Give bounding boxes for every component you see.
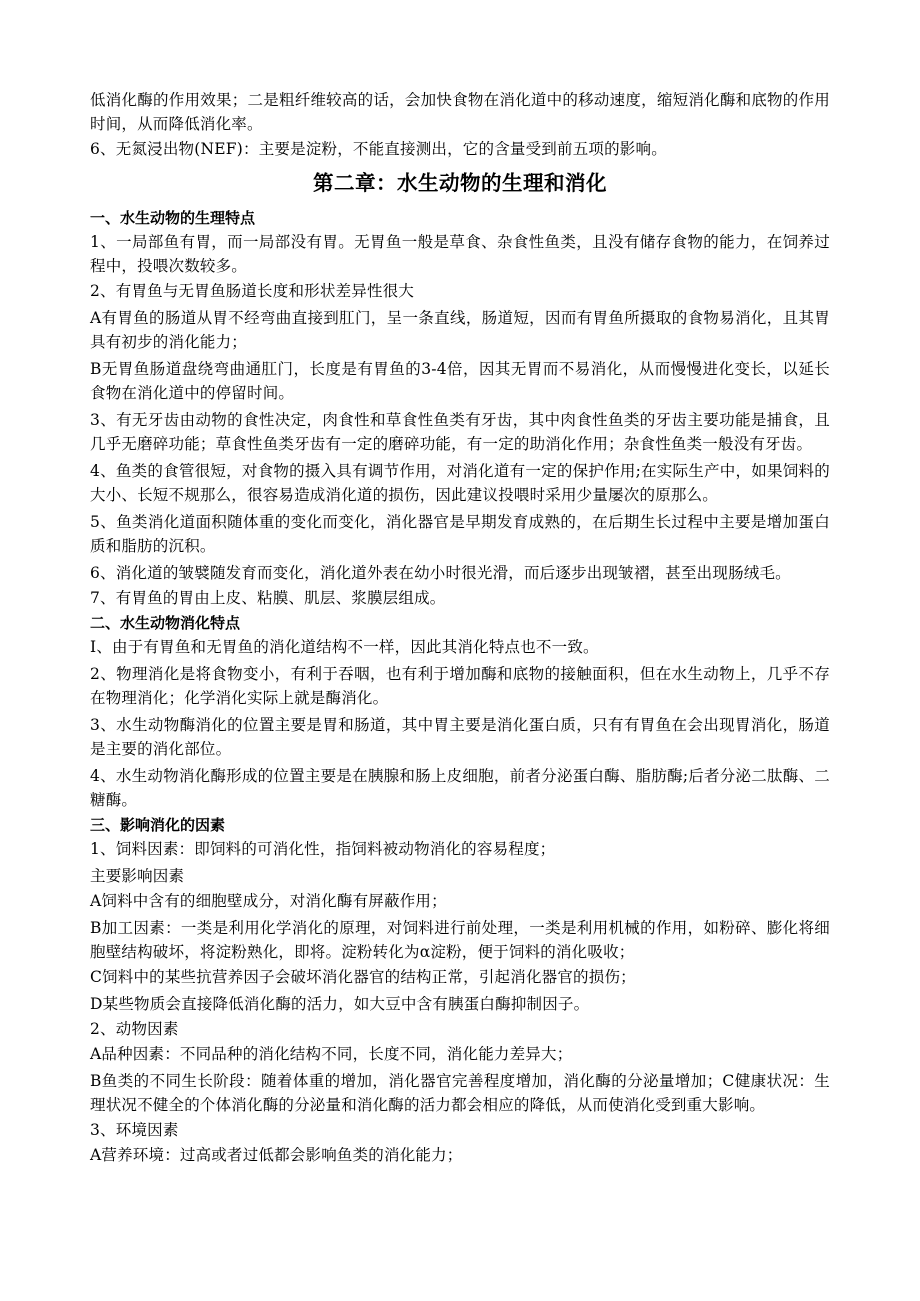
chapter-title: 第二章：水生动物的生理和消化 [313,171,607,195]
paragraph: A品种因素：不同品种的消化结构不同，长度不同，消化能力差异大； [90,1045,573,1063]
paragraph: 7、有胃鱼的胃由上皮、粘膜、肌层、浆膜层组成。 [90,589,446,607]
paragraph: A有胃鱼的肠道从胃不经弯曲直接到肛门，呈一条直线，肠道短，因而有胃鱼所摄取的食物易消化，且其胃具有初步的消化能力； [90,309,830,351]
paragraph: B加工因素：一类是利用化学消化的原理，对饲料进行前处理，一类是利用机械的作用，如粉碎、膨化将细胞壁结构破坏，将淀粉熟化，即将。淀粉转化为α淀粉，便于饲料的消化吸收； [90,919,830,961]
paragraph: D某些物质会直接降低消化酶的活力，如大豆中含有胰蛋白酶抑制因子。 [90,995,590,1013]
section-heading: 三、影响消化的因素 [90,816,226,834]
paragraph: 3、水生动物酶消化的位置主要是胃和肠道，其中胃主要是消化蛋白质，只有有胃鱼在会出现胃消化，肠道是主要的消化部位。 [90,716,830,758]
section-heading: 二、水生动物消化特点 [90,614,241,632]
paragraph: C饲料中的某些抗营养因子会破坏消化器官的结构正常，引起消化器官的损伤； [90,968,636,986]
section-digestion [90,611,830,812]
paragraph: 2、动物因素 [90,1020,179,1038]
paragraph: B鱼类的不同生长阶段：随着体重的增加，消化器官完善程度增加，消化酶的分泌量增加；C健康状况：生理状况不健全的个体消化酶的分泌量和消化酶的活力都会相应的降低，从而使消化受到重大影响。 [90,1072,830,1114]
paragraph: 2、物理消化是将食物变小，有利于吞咽，也有利于增加酶和底物的接触面积，但在水生动物上，几乎不存在物理消化；化学消化实际上就是酶消化。 [90,665,830,707]
paragraph: 1、饲料因素：即饲料的可消化性，指饲料被动物消化的容易程度； [90,840,556,858]
continuation-paragraph: 低消化酶的作用效果；二是粗纤维较高的话，会加快食物在消化道中的移动速度，缩短消化酶和底物的作用时间，从而降低消化率。 [90,91,830,133]
paragraph: A营养环境：过高或者过低都会影响鱼类的消化能力； [90,1146,463,1164]
paragraph: 5、鱼类消化道面积随体重的变化而变化，消化器官是早期发育成熟的，在后期生长过程中主要是增加蛋白质和脂肪的沉积。 [90,513,830,555]
paragraph: 2、有胃鱼与无胃鱼肠道长度和形状差异性很大 [90,282,415,300]
paragraph: 6、消化道的皱襞随发育而变化，消化道外表在幼小时很光滑，而后逐步出现皱褶，甚至出现肠绒毛。 [90,564,791,582]
section-physiology [90,206,830,610]
paragraph: 3、有无牙齿由动物的食性决定，肉食性和草食性鱼类有牙齿，其中肉食性鱼类的牙齿主要功能是捕食，且几乎无磨碎功能；草食性鱼类牙齿有一定的磨碎功能，有一定的助消化作用；杂食性鱼类一般没有牙齿。 [90,411,830,453]
paragraph: 4、鱼类的食管很短，对食物的摄入具有调节作用，对消化道有一定的保护作用;在实际生产中，如果饲料的大小、长短不规那么，很容易造成消化道的损伤，因此建议投喂时采用少量屡次的原那么。 [90,462,830,504]
paragraph: 1、一局部鱼有胃，而一局部没有胃。无胃鱼一般是草食、杂食性鱼类，且没有储存食物的能力，在饲养过程中，投喂次数较多。 [90,233,830,275]
paragraph: 主要影响因素 [90,867,185,885]
document-page [90,88,830,1168]
paragraph: A饲料中含有的细胞壁成分，对消化酶有屏蔽作用； [90,892,447,910]
section-heading: 一、水生动物的生理特点 [90,209,256,227]
paragraph: B无胃鱼肠道盘绕弯曲通肛门，长度是有胃鱼的3-4倍，因其无胃而不易消化，从而慢慢进化变长，以延长食物在消化道中的停留时间。 [90,360,830,402]
paragraph: 4、水生动物消化酶形成的位置主要是在胰腺和肠上皮细胞，前者分泌蛋白酶、脂肪酶;后者分泌二肽酶、二糖酶。 [90,767,830,809]
nef-paragraph: 6、无氮浸出物(NEF)：主要是淀粉，不能直接测出，它的含量受到前五项的影响。 [90,140,667,158]
paragraph: 3、环境因素 [90,1121,179,1139]
paragraph: I、由于有胃鱼和无胃鱼的消化道结构不一样，因此其消化特点也不一致。 [90,638,599,656]
section-factors [90,813,830,1167]
